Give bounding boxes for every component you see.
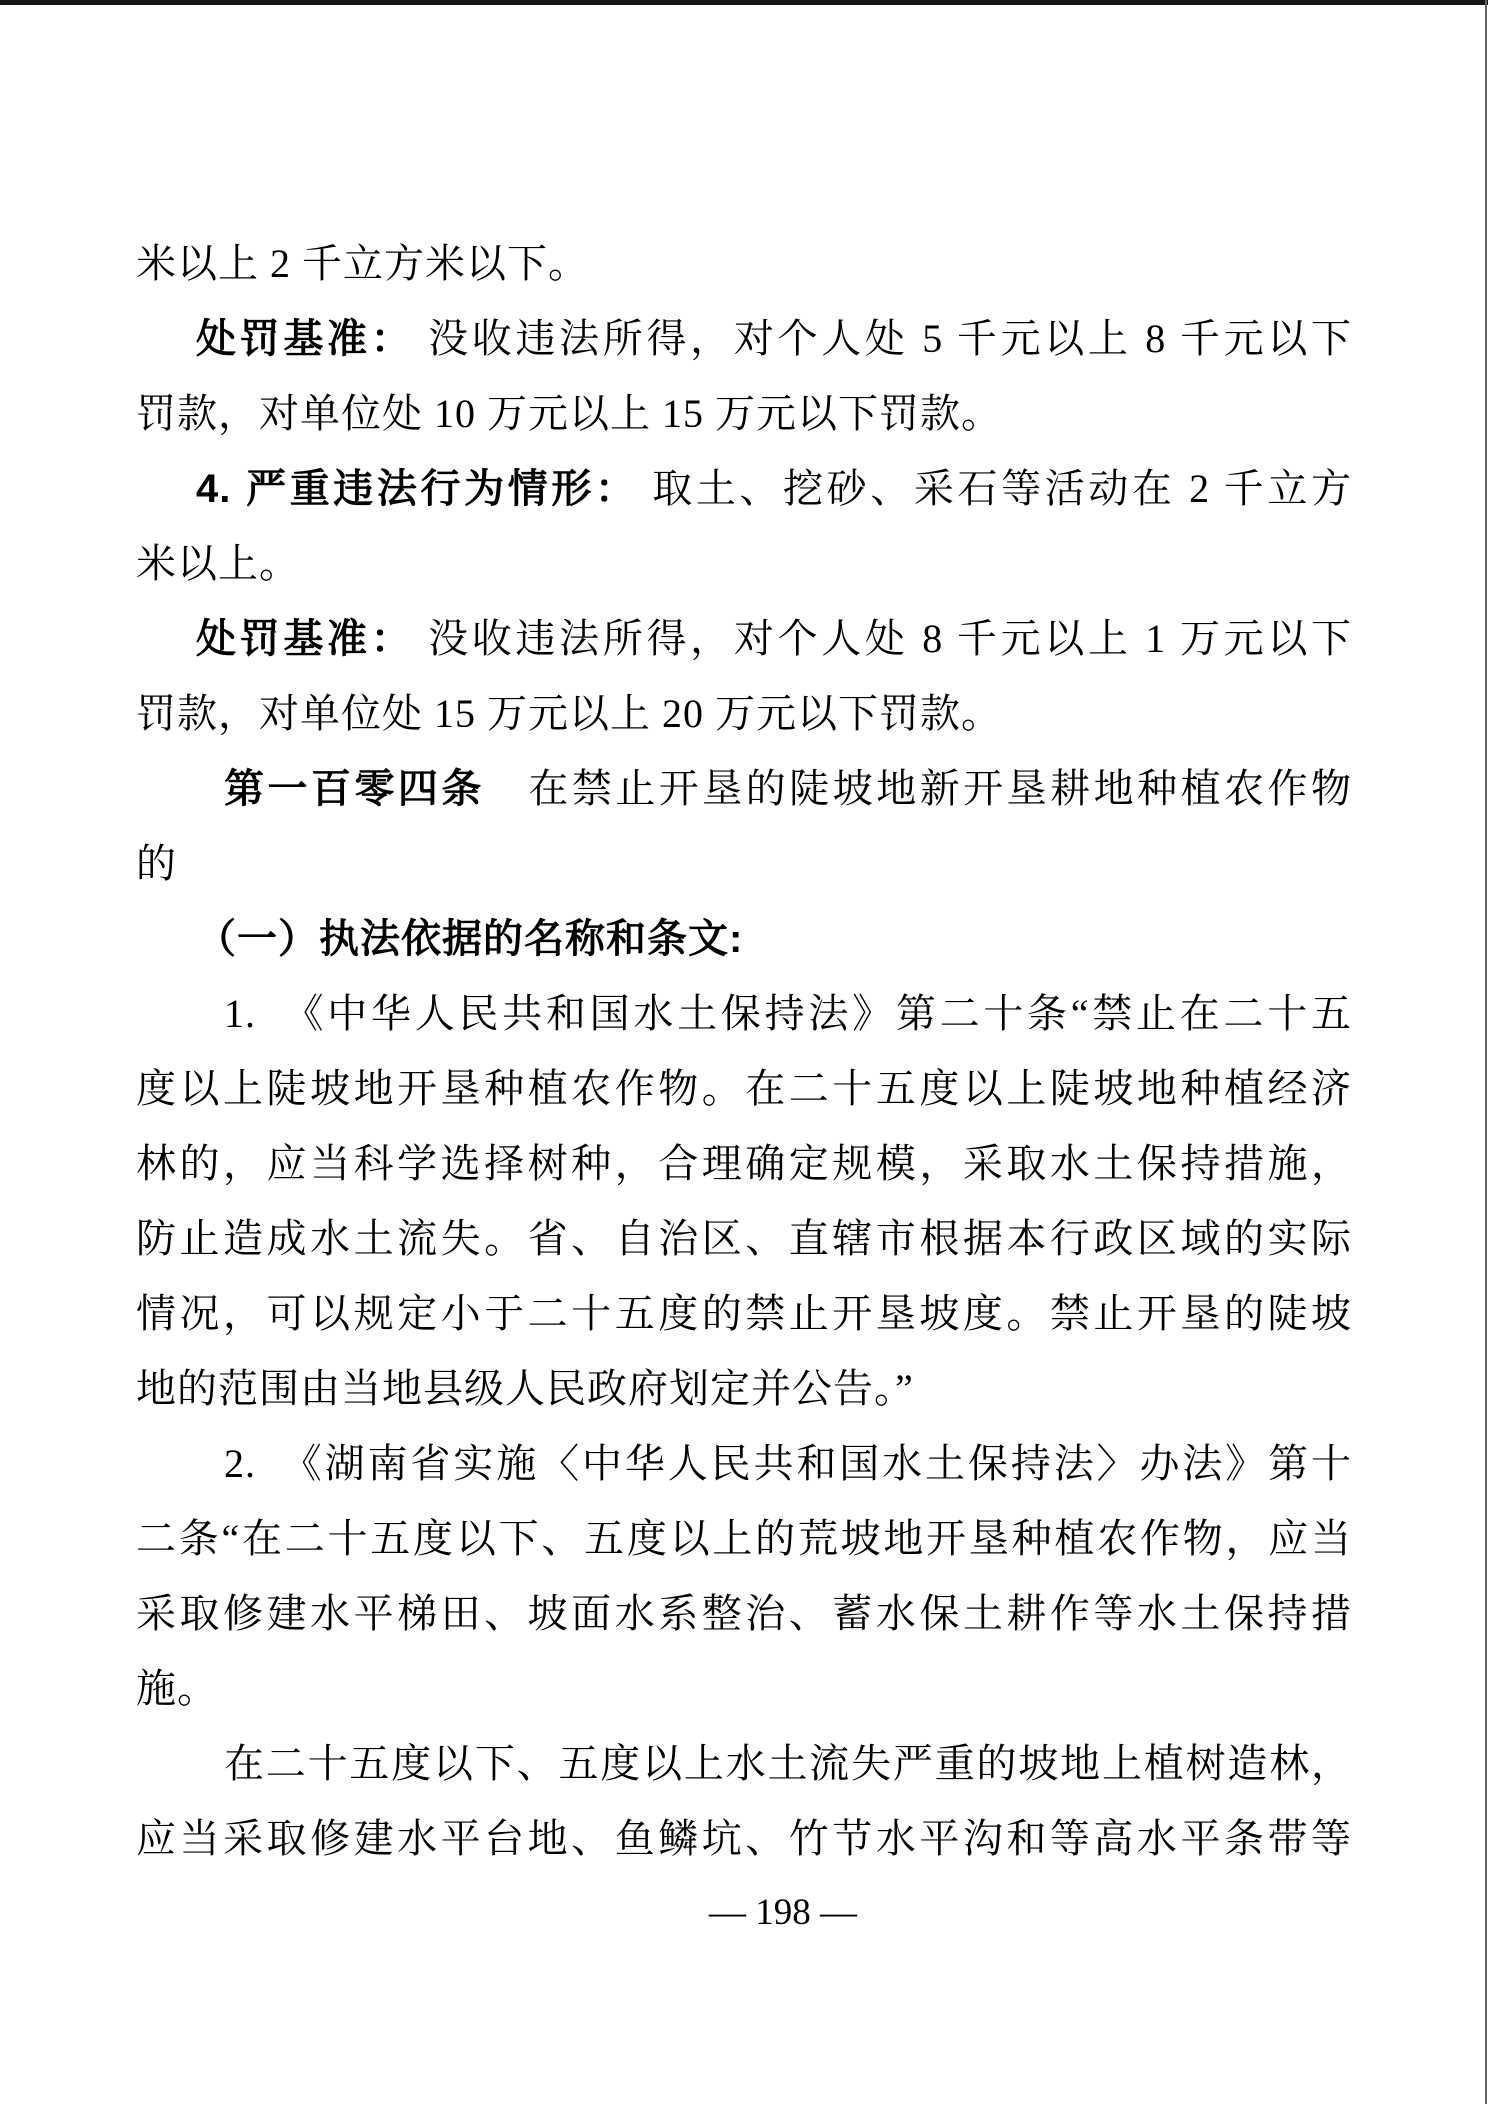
text-line	[136, 976, 1352, 1051]
text-line	[136, 601, 1352, 676]
text-line	[136, 226, 1352, 301]
text-line	[136, 1351, 1352, 1426]
text-segment: 取土、挖砂、采石等活动在 2 千立方	[638, 466, 1352, 511]
text-line	[136, 1651, 1352, 1726]
text-segment: 施。	[136, 1666, 218, 1711]
text-line	[136, 376, 1352, 451]
text-line	[136, 1426, 1352, 1501]
text-segment: 罚款，对单位处 15 万元以上 20 万元以下罚款。	[136, 691, 1002, 736]
text-segment: 林的，应当科学选择树种，合理确定规模，采取水土保持措施，	[136, 1141, 1352, 1186]
text-segment: 应当采取修建水平台地、鱼鳞坑、竹节水平沟和等高水平条带等	[136, 1816, 1352, 1861]
text-segment: 在二十五度以下、五度以上水土流失严重的坡地上植树造林，	[224, 1741, 1352, 1786]
text-segment: 在禁止开垦的陡坡地新开垦耕地种植农作物	[484, 766, 1353, 811]
text-line	[136, 1276, 1352, 1351]
text-line	[136, 1726, 1352, 1801]
text-line	[136, 1576, 1352, 1651]
bold-text-segment: 4. 严重违法行为情形：	[196, 467, 639, 511]
text-segment: 1. 《中华人民共和国水土保持法》第二十条“禁止在二十五	[224, 991, 1352, 1036]
text-line	[136, 301, 1352, 376]
text-segment: 米以上。	[136, 541, 300, 586]
text-line	[136, 901, 1352, 976]
text-line	[136, 1501, 1352, 1576]
text-line	[136, 1801, 1352, 1876]
bold-text-segment: 处罚基准：	[196, 317, 415, 361]
text-segment: 防止造成水土流失。省、自治区、直辖市根据本行政区域的实际	[136, 1216, 1352, 1261]
text-line	[136, 1051, 1352, 1126]
text-segment: 没收违法所得，对个人处 8 千元以上 1 万元以下	[414, 616, 1353, 661]
text-segment: 采取修建水平梯田、坡面水系整治、蓄水保土耕作等水土保持措	[136, 1591, 1352, 1636]
text-segment: 情况，可以规定小于二十五度的禁止开垦坡度。禁止开垦的陡坡	[136, 1291, 1352, 1336]
text-line	[136, 1201, 1352, 1276]
text-segment: 米以上 2 千立方米以下。	[136, 241, 589, 286]
text-segment: 的	[136, 841, 177, 886]
text-line	[136, 826, 1352, 901]
text-line	[136, 751, 1352, 826]
page-number: — 198 —	[709, 1892, 857, 1933]
text-segment: 度以上陡坡地开垦种植农作物。在二十五度以上陡坡地种植经济	[136, 1066, 1352, 1111]
text-segment: 二条“在二十五度以下、五度以上的荒坡地开垦种植农作物，应当	[136, 1516, 1352, 1561]
text-segment: 罚款，对单位处 10 万元以上 15 万元以下罚款。	[136, 391, 1002, 436]
text-line	[136, 1126, 1352, 1201]
text-segment: 地的范围由当地县级人民政府划定并公告。”	[136, 1366, 914, 1411]
bold-text-segment: 第一百零四条	[224, 767, 485, 811]
text-line	[136, 451, 1352, 526]
page-top-edge	[0, 0, 1488, 5]
bold-text-segment: （一）执法依据的名称和条文:	[196, 917, 744, 961]
text-segment: 没收违法所得，对个人处 5 千元以上 8 千元以下	[414, 316, 1353, 361]
text-line	[136, 526, 1352, 601]
text-segment: 2. 《湖南省实施〈中华人民共和国水土保持法〉办法》第十	[224, 1441, 1352, 1486]
bold-text-segment: 处罚基准：	[196, 617, 415, 661]
page-right-edge	[1485, 0, 1487, 2104]
document-body	[136, 226, 1352, 1876]
text-line	[136, 676, 1352, 751]
